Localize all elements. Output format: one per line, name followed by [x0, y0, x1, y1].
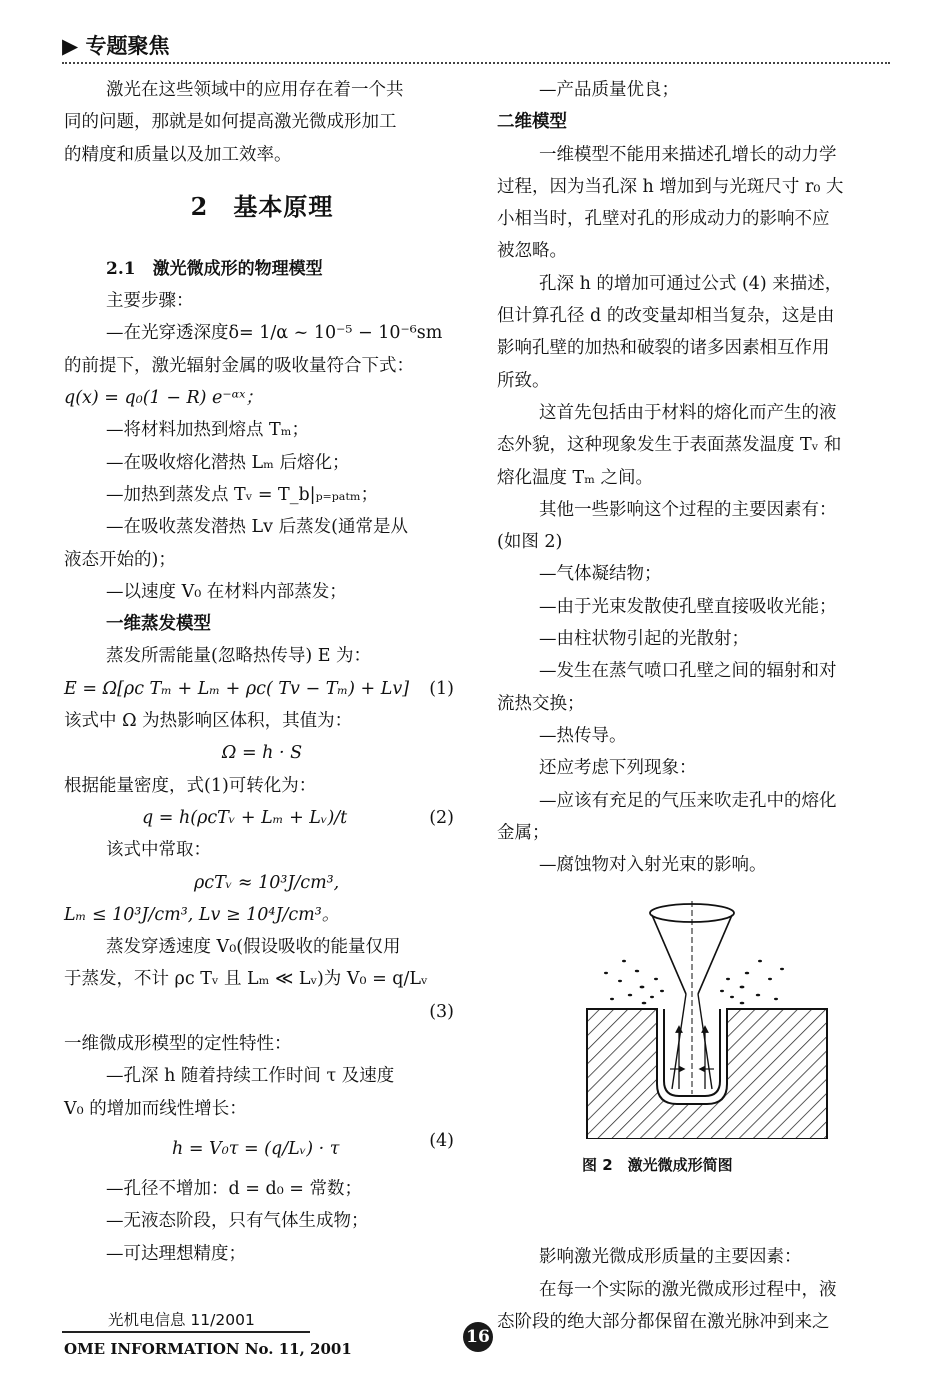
paragraph: 但计算孔径 d 的改变量却相当复杂，这是由	[497, 306, 835, 327]
page-number: 16	[463, 1322, 493, 1352]
footer-english-title: OME INFORMATION No. 11, 2001	[64, 1340, 352, 1358]
paragraph: 于蒸发，不计 ρc Tᵥ 且 Lₘ ≪ Lᵥ)为 V₀ = q/Lᵥ	[64, 969, 428, 990]
paragraph: 的精度和质量以及加工效率。	[64, 144, 292, 165]
equation-1	[64, 673, 460, 705]
equation: Ω = h · S	[221, 743, 303, 764]
equation: Lₘ ≤ 10³J/cm³, Lv ≥ 10⁴J/cm³。	[64, 904, 340, 925]
header-title: ▶ 专题聚焦	[62, 34, 170, 58]
paragraph: 一维微成形模型的定性特性：	[64, 1034, 292, 1055]
paragraph: 金属；	[497, 822, 550, 843]
paragraph: 该式中 Ω 为热影响区体积，其值为：	[64, 711, 353, 732]
paragraph: —由于光束发散使孔壁直接吸收光能；	[539, 596, 837, 617]
paragraph: —热传导。	[539, 725, 627, 746]
paragraph: 被忽略。	[497, 241, 567, 262]
paragraph: 过程，因为当孔深 h 增加到与光斑尺寸 r₀ 大	[497, 176, 844, 197]
paragraph: —加热到蒸发点 Tᵥ = T_b|ₚ₌ₚₐₜₘ；	[106, 484, 379, 505]
paragraph: 蒸发穿透速度 V₀(假设吸收的能量仅用	[106, 937, 401, 958]
paragraph: 液态开始的)；	[64, 549, 176, 570]
footer-journal-name: 光机电信息 11/2001	[108, 1311, 255, 1329]
paragraph: (如图 2)	[497, 532, 563, 553]
paragraph: 根据能量密度，式(1)可转化为：	[64, 775, 317, 796]
model-title: 二维模型	[497, 112, 567, 133]
paragraph: —将材料加热到熔点 Tₘ；	[106, 420, 309, 441]
equation-4	[64, 1125, 460, 1173]
equation-2	[64, 802, 460, 834]
paragraph: 的前提下，激光辐射金属的吸收量符合下式：	[64, 355, 414, 376]
paragraph: V₀ 的增加而线性增长：	[64, 1098, 247, 1119]
paragraph: —发生在蒸气喷口孔壁之间的辐射和对	[539, 661, 837, 682]
section-title: 2 基本原理	[190, 191, 334, 221]
equation-number: (3)	[429, 1001, 454, 1022]
paragraph: 一维模型不能用来描述孔增长的动力学	[539, 144, 837, 165]
paragraph: 其他一些影响这个过程的主要因素有：	[539, 499, 837, 520]
paragraph: 影响孔壁的加热和破裂的诸多因素相互作用	[497, 338, 830, 359]
equation-text: E = Ω[ρc Tₘ + Lₘ + ρc( Tv − Tₘ) + Lv]	[64, 678, 410, 699]
paragraph: —产品质量优良；	[539, 80, 679, 100]
subsection-title: 2.1 激光微成形的物理模型	[106, 258, 323, 279]
laser-diagram-illustration	[582, 899, 832, 1139]
paragraph: 孔深 h 的增加可通过公式 (4) 来描述，	[539, 273, 843, 294]
paragraph: 所致。	[497, 370, 550, 391]
header-rule	[62, 62, 890, 64]
equation-number: (4)	[429, 1130, 454, 1151]
paragraph: 影响激光微成形质量的主要因素：	[539, 1247, 802, 1268]
figure-2	[497, 881, 890, 1241]
paragraph: —孔径不增加：d = d₀ = 常数；	[106, 1178, 362, 1199]
equation: ρcTᵥ ≈ 10³J/cm³,	[194, 872, 340, 893]
paragraph: —可达理想精度；	[106, 1243, 246, 1264]
paragraph: 还应考虑下列现象：	[539, 758, 697, 779]
paragraph: 激光在这些领域中的应用存在着一个共	[106, 80, 404, 100]
paragraph: 这首先包括由于材料的熔化而产生的液	[539, 402, 837, 423]
paragraph: —在吸收蒸发潜热 Lv 后蒸发(通常是从	[106, 517, 408, 538]
model-title: 一维蒸发模型	[106, 614, 211, 635]
equation-number: (2)	[429, 807, 454, 828]
paragraph: —孔深 h 随着持续工作时间 τ 及速度	[106, 1066, 395, 1087]
equation-text: h = V₀τ = (q/Lᵥ) · τ	[172, 1138, 340, 1159]
paragraph: —在光穿透深度δ= 1/α ~ 10⁻⁵ − 10⁻⁶sm	[106, 323, 443, 344]
paragraph: —应该有充足的气压来吹走孔中的熔化	[539, 790, 837, 811]
paragraph: —无液态阶段，只有气体生成物；	[106, 1211, 369, 1232]
paragraph: 态阶段的绝大部分都保留在激光脉冲到来之	[497, 1312, 830, 1333]
paragraph: 小相当时，孔壁对孔的形成动力的影响不应	[497, 209, 830, 230]
paragraph: 该式中常取：	[106, 840, 211, 861]
paragraph: —由柱状物引起的光散射；	[539, 629, 749, 650]
paragraph: 主要步骤：	[106, 291, 194, 312]
right-column	[497, 74, 890, 1338]
paragraph: —以速度 V₀ 在材料内部蒸发；	[106, 581, 347, 602]
equation-text: q = h(ρcTᵥ + Lₘ + Lᵥ)/t	[142, 807, 348, 828]
paragraph: 蒸发所需能量(忽略热传导) E 为：	[106, 646, 372, 667]
paragraph: —在吸收熔化潜热 Lₘ 后熔化；	[106, 452, 350, 473]
equation: q(x) = q₀(1 − R) e⁻ᵅˣ；	[64, 388, 263, 409]
paragraph: 流热交换；	[497, 693, 585, 714]
paragraph: 同的问题，那就是如何提高激光微成形加工	[64, 112, 397, 133]
footer-rule	[62, 1331, 310, 1333]
paragraph: 态外貌，这种现象发生于表面蒸发温度 Tᵥ 和	[497, 435, 842, 456]
figure-caption: 图 2 激光微成形简图	[582, 1156, 733, 1175]
left-column	[64, 74, 460, 1270]
paragraph: 在每一个实际的激光微成形过程中，液	[539, 1279, 837, 1300]
paragraph: —气体凝结物；	[539, 564, 662, 585]
equation-number: (1)	[429, 678, 454, 699]
paragraph: —腐蚀物对入射光束的影响。	[539, 855, 767, 876]
paragraph: 熔化温度 Tₘ 之间。	[497, 467, 654, 488]
